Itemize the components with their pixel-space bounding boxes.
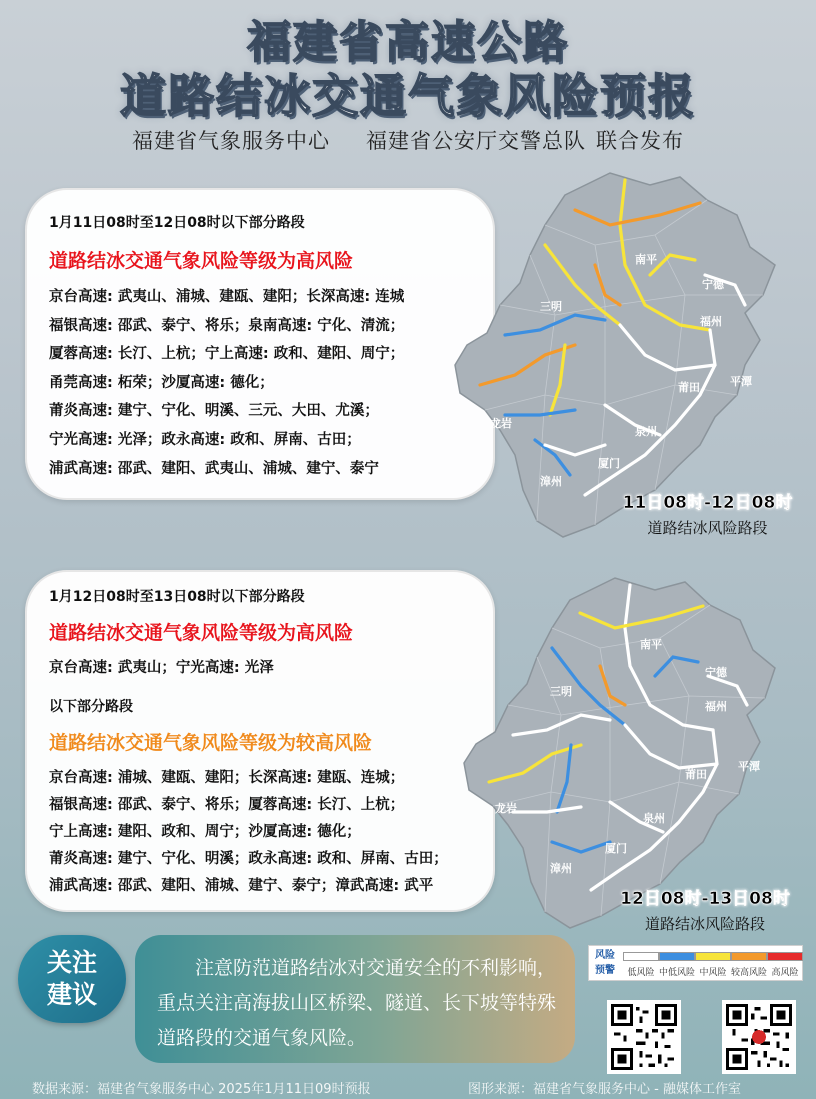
- forecast2-level-mid: 道路结冰交通气象风险等级为较高风险: [49, 732, 373, 754]
- forecast1-road-line: 宁光高速: 光泽；政永高速: 政和、屏南、古田；: [49, 431, 361, 448]
- legend-swatch-midlow: [659, 952, 695, 961]
- forecast1-road-line: 福银高速: 邵武、泰宁、将乐；泉南高速: 宁化、清流；: [49, 317, 405, 334]
- forecast1-road-line: 京台高速: 武夷山、浦城、建瓯、建阳；长深高速: 连城: [49, 289, 405, 305]
- qr-code-icon: [611, 1004, 677, 1070]
- forecast2-road-line: 福银高速: 邵武、泰宁、将乐；厦蓉高速: 长汀、上杭；: [49, 797, 405, 813]
- qr-code-weather[interactable]: [607, 1000, 681, 1074]
- forecast1-level: 道路结冰交通气象风险等级为高风险: [49, 250, 354, 272]
- city-label-ningde: 宁德: [705, 666, 727, 679]
- legend-swatches: [623, 952, 803, 961]
- legend-label: 低风险: [627, 968, 655, 978]
- city-label-xiamen: 厦门: [598, 457, 620, 470]
- legend-swatch-midhigh: [731, 952, 767, 961]
- city-label-fuzhou: 福州: [705, 700, 727, 713]
- map2-caption-name: 道路结冰风险路段: [644, 915, 765, 933]
- forecast1-road-line: 甬莞高速: 柘荣；沙厦高速: 德化；: [49, 374, 274, 391]
- forecast2-road-line: 浦武高速: 邵武、建阳、浦城、建宁、泰宁；漳武高速: 武平: [49, 878, 434, 894]
- footer-data-source: 数据来源：福建省气象服务中心 2025年1月11日09时预报: [32, 1082, 371, 1097]
- forecast2-sub-period: 以下部分路段: [49, 699, 133, 715]
- advice-badge: 关注 建议: [18, 935, 126, 1023]
- city-label-putian: 莆田: [685, 768, 707, 781]
- city-label-longyan: 龙岩: [495, 802, 517, 815]
- legend-label: 高风险: [771, 968, 799, 978]
- forecast2-road-line: 莆炎高速: 建宁、宁化、明溪；政永高速: 政和、屏南、古田；: [49, 851, 448, 867]
- forecast-panel-2: [25, 570, 495, 912]
- fujian-province-shape: [464, 578, 775, 928]
- city-label-nanping: 南平: [635, 253, 657, 266]
- legend-swatch-mid: [695, 952, 731, 961]
- city-label-putian: 莆田: [678, 381, 700, 394]
- forecast1-road-line: 厦蓉高速: 长汀、上杭；宁上高速: 政和、建阳、周宁；: [49, 346, 405, 363]
- title-line2: 道路结冰交通气象风险预报: [120, 69, 696, 123]
- forecast1-road-line: 浦武高速: 邵武、建阳、武夷山、浦城、建宁、泰宁: [49, 460, 379, 477]
- forecast2-period: 1月12日08时至13日08时以下部分路段: [49, 589, 305, 605]
- city-label-pingtan: 平潭: [738, 760, 760, 773]
- publisher-line: [0, 125, 816, 155]
- city-label-sanming: 三明: [540, 300, 562, 313]
- qr-code-icon: [726, 1004, 792, 1070]
- city-label-zhangzhou: 漳州: [550, 862, 572, 875]
- forecast-panel-1: [25, 188, 495, 500]
- city-label-zhangzhou: 漳州: [540, 475, 562, 488]
- fujian-province-shape: [455, 173, 775, 537]
- forecast2-high-road-line: 京台高速: 武夷山；宁光高速: 光泽: [49, 660, 274, 676]
- risk-map-2: [455, 560, 816, 930]
- police-emblem-icon: [752, 1030, 766, 1044]
- map1-caption-name: 道路结冰风险路段: [647, 519, 768, 537]
- city-label-ningde: 宁德: [702, 278, 724, 291]
- legend-swatch-low: [623, 952, 659, 961]
- forecast2-road-list: [49, 765, 475, 900]
- qr-code-police[interactable]: [722, 1000, 796, 1074]
- city-label-longyan: 龙岩: [490, 417, 512, 430]
- forecast2-road-line: 京台高速: 浦城、建瓯、建阳；长深高速: 建瓯、连城；: [49, 770, 405, 786]
- legend-label: 中低风险: [659, 968, 696, 978]
- forecast1-road-line: 莆炎高速: 建宁、宁化、明溪、三元、大田、尤溪；: [49, 403, 379, 420]
- city-label-nanping: 南平: [640, 638, 662, 651]
- city-label-fuzhou: 福州: [700, 315, 722, 328]
- forecast2-level-high: 道路结冰交通气象风险等级为高风险: [49, 622, 354, 644]
- city-label-pingtan: 平潭: [730, 375, 752, 388]
- footer-graphic-source: 图形来源：福建省气象服务中心 - 融媒体工作室: [468, 1082, 741, 1097]
- forecast1-road-list: [49, 283, 475, 483]
- map1-caption-date: 11日08时-12日08时: [622, 493, 793, 513]
- legend-label: 较高风险: [731, 968, 768, 978]
- risk-map-1: [445, 155, 816, 540]
- city-label-quanzhou: 泉州: [635, 425, 657, 438]
- risk-legend: [588, 945, 803, 981]
- city-label-sanming: 三明: [550, 685, 572, 698]
- legend-title: 风险 预警: [595, 950, 615, 976]
- legend-label: 中风险: [699, 968, 727, 978]
- publisher-police: 福建省公安厅交警总队: [366, 129, 586, 153]
- publisher-suffix: 联合发布: [596, 129, 684, 153]
- map2-caption-date: 12日08时-13日08时: [620, 889, 790, 909]
- city-label-quanzhou: 泉州: [643, 812, 665, 825]
- forecast1-period: 1月11日08时至12日08时以下部分路段: [49, 215, 305, 231]
- legend-labels: [623, 965, 803, 978]
- publisher-weather: 福建省气象服务中心: [132, 129, 330, 153]
- map1-caption: [605, 488, 810, 538]
- legend-swatch-high: [767, 952, 803, 961]
- title-line1: 福建省高速公路: [247, 17, 569, 68]
- city-label-xiamen: 厦门: [605, 842, 627, 855]
- advice-text: 注意防范道路结冰对交通安全的不利影响，重点关注高海拔山区桥梁、隧道、长下坡等特殊道路段的交通气象风险。: [135, 935, 575, 1063]
- forecast2-road-line: 宁上高速: 建阳、政和、周宁；沙厦高速: 德化；: [49, 824, 361, 840]
- map2-caption: [600, 884, 810, 934]
